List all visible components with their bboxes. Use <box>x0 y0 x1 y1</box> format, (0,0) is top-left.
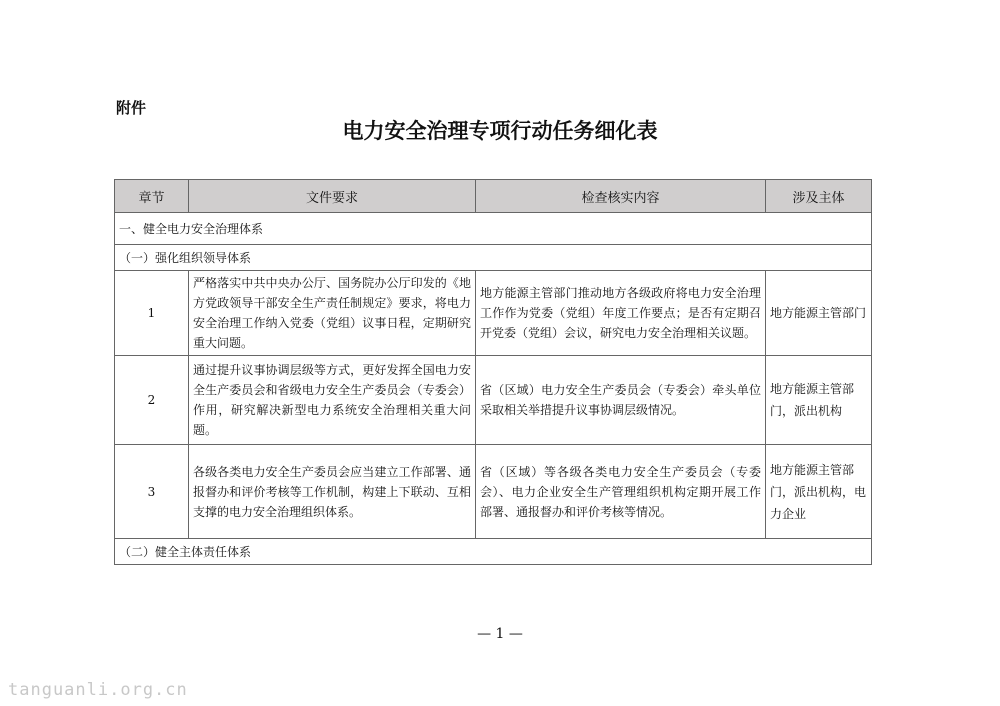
requirement-cell: 通过提升议事协调层级等方式，更好发挥全国电力安全生产委员会和省级电力安全生产委员会（专委会）作用，研究解决新型电力系统安全治理相关重大问题。 <box>189 356 476 445</box>
subject-cell: 地方能源主管部门，派出机构，电力企业 <box>766 445 872 539</box>
table-header-row <box>115 180 872 213</box>
document-title: 电力安全治理专项行动任务细化表 <box>342 119 658 143</box>
subsection-row <box>115 539 872 565</box>
header-subject: 涉及主体 <box>766 180 872 213</box>
check-cell: 省（区域）等各级各类电力安全生产委员会（专委会）、电力企业安全生产管理组织机构定期开展工作部署、通报督办和评价考核等情况。 <box>476 445 766 539</box>
check-cell: 地方能源主管部门推动地方各级政府将电力安全治理工作作为党委（党组）年度工作要点；是否有定期召开党委（党组）会议，研究电力安全治理相关议题。 <box>476 271 766 356</box>
header-chapter: 章节 <box>115 180 189 213</box>
section-row <box>115 213 872 245</box>
table-row <box>115 271 872 356</box>
table-row <box>115 445 872 539</box>
table-row <box>115 356 872 445</box>
row-number: 2 <box>115 356 189 445</box>
attachment-label: 附件 <box>116 99 147 117</box>
row-number: 3 <box>115 445 189 539</box>
watermark: tanguanli.org.cn <box>8 680 188 700</box>
section-heading: 一、健全电力安全治理体系 <box>115 213 872 245</box>
subsection-heading: （二）健全主体责任体系 <box>115 539 872 565</box>
check-cell: 省（区域）电力安全生产委员会（专委会）牵头单位采取相关举措提升议事协调层级情况。 <box>476 356 766 445</box>
page-number: — 1 — <box>477 626 523 642</box>
header-check: 检查核实内容 <box>476 180 766 213</box>
task-table <box>114 179 872 565</box>
requirement-cell: 各级各类电力安全生产委员会应当建立工作部署、通报督办和评价考核等工作机制，构建上下联动、互相支撑的电力安全治理组织体系。 <box>189 445 476 539</box>
row-number: 1 <box>115 271 189 356</box>
subject-cell: 地方能源主管部门 <box>766 271 872 356</box>
subject-cell: 地方能源主管部门，派出机构 <box>766 356 872 445</box>
subsection-heading: （一）强化组织领导体系 <box>115 245 872 271</box>
header-requirement: 文件要求 <box>189 180 476 213</box>
requirement-cell: 严格落实中共中央办公厅、国务院办公厅印发的《地方党政领导干部安全生产责任制规定》要求，将电力安全治理工作纳入党委（党组）议事日程，定期研究重大问题。 <box>189 271 476 356</box>
subsection-row <box>115 245 872 271</box>
